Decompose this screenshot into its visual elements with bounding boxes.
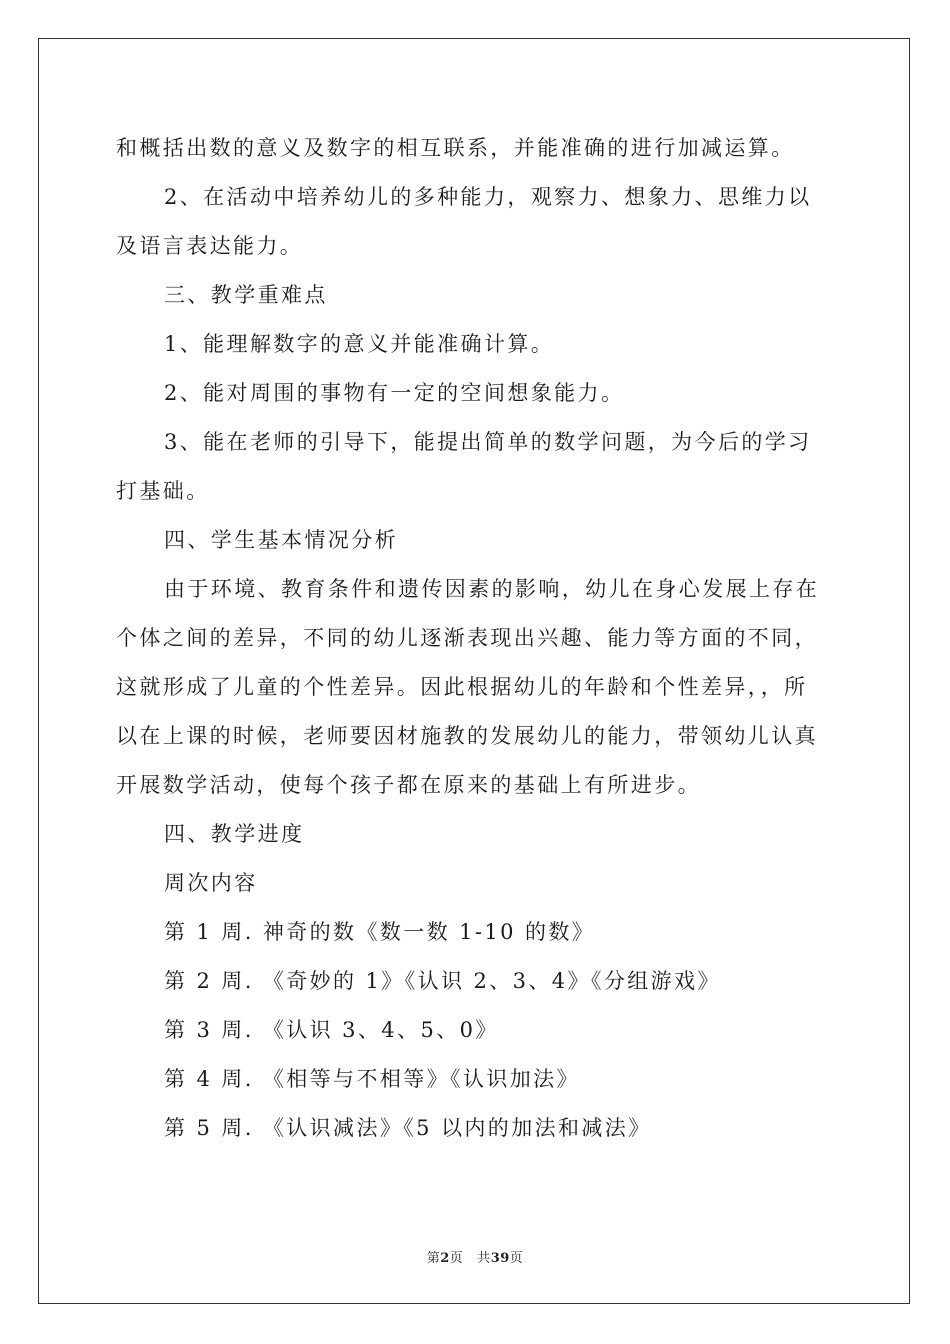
text-line: 2、在活动中培养幼儿的多种能力，观察力、想象力、思维力以 bbox=[164, 185, 812, 209]
text-line: 及语言表达能力。 bbox=[116, 234, 304, 258]
schedule-item: 第 4 周. 《相等与不相等》《认识加法》 bbox=[164, 1067, 580, 1091]
text-line: 个体之间的差异，不同的幼儿逐渐表现出兴趣、能力等方面的不同， bbox=[116, 626, 818, 650]
schedule-item: 第 5 周. 《认识减法》《5 以内的加法和减法》 bbox=[164, 1116, 652, 1140]
schedule-item: 第 1 周. 神奇的数《数一数 1-10 的数》 bbox=[164, 920, 596, 944]
page-footer bbox=[0, 1247, 950, 1266]
text-line: 由于环境、教育条件和遗传因素的影响，幼儿在身心发展上存在 bbox=[164, 577, 820, 601]
text-line: 开展数学活动，使每个孩子都在原来的基础上有所进步。 bbox=[116, 773, 701, 797]
text-line: 和概括出数的意义及数字的相互联系，并能准确的进行加减运算。 bbox=[116, 136, 795, 160]
document-body bbox=[116, 124, 834, 1153]
schedule-item: 第 2 周. 《奇妙的 1》《认识 2、3、4》《分组游戏》 bbox=[164, 969, 721, 993]
text-line: 1、能理解数字的意义并能准确计算。 bbox=[164, 332, 555, 356]
footer-page-number: 2 bbox=[440, 1251, 450, 1266]
footer-total-suffix: 页 bbox=[509, 1251, 524, 1266]
section-heading: 四、学生基本情况分析 bbox=[164, 528, 398, 552]
schedule-header: 周次内容 bbox=[164, 871, 258, 895]
schedule-item: 第 3 周. 《认识 3、4、5、0》 bbox=[164, 1018, 499, 1042]
footer-page-prefix: 第 bbox=[426, 1251, 441, 1266]
footer-total-pages: 39 bbox=[490, 1251, 510, 1266]
section-heading: 四、教学进度 bbox=[164, 822, 305, 846]
text-line: 3、能在老师的引导下，能提出简单的数学问题，为今后的学习 bbox=[164, 430, 812, 454]
text-line: 打基础。 bbox=[116, 479, 210, 503]
footer-page-suffix: 页 bbox=[449, 1251, 464, 1266]
text-line: 以在上课的时候，老师要因材施教的发展幼儿的能力，带领幼儿认真 bbox=[116, 724, 818, 748]
footer-total-prefix: 共 bbox=[477, 1251, 491, 1266]
section-heading: 三、教学重难点 bbox=[164, 283, 328, 307]
text-line: 2、能对周围的事物有一定的空间想象能力。 bbox=[164, 381, 625, 405]
text-line: 这就形成了儿童的个性差异。因此根据幼儿的年龄和个性差异，，所 bbox=[116, 675, 808, 699]
